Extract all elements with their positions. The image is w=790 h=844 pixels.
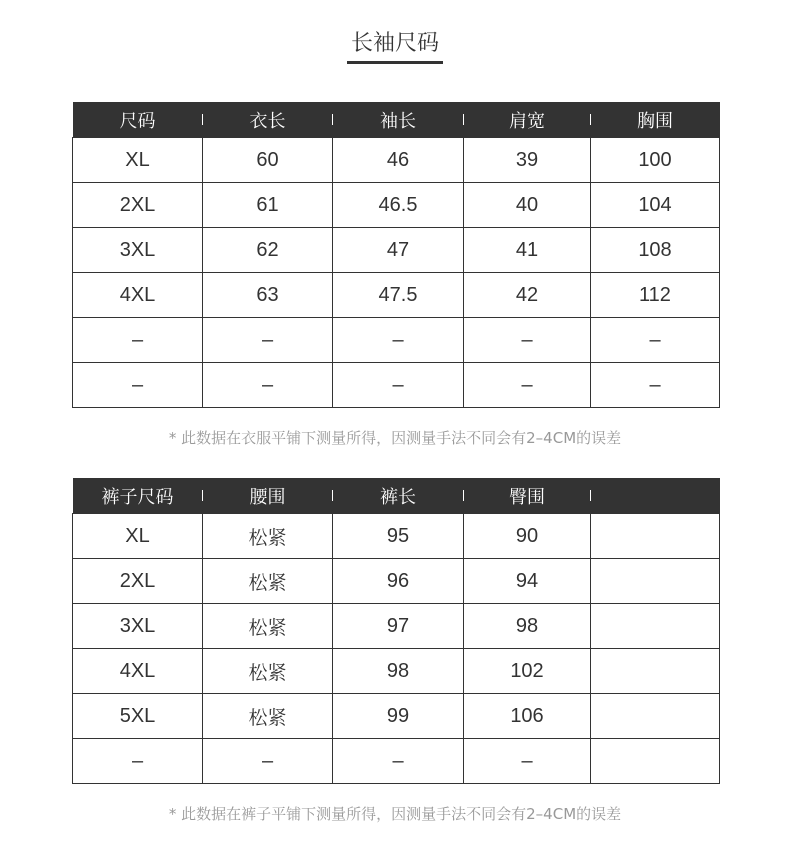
title-underline: [347, 61, 443, 64]
table-cell: 108: [591, 228, 720, 273]
table-cell: –: [73, 739, 203, 784]
page-title: 长袖尺码: [350, 31, 439, 56]
table-cell: –: [73, 318, 203, 363]
table-cell: 41: [464, 228, 591, 273]
table-row: [73, 183, 720, 228]
table-cell: [591, 739, 720, 784]
header-cell: 袖长: [333, 102, 464, 138]
table-cell: –: [333, 739, 464, 784]
table-row: [73, 514, 720, 559]
table-cell: 106: [464, 694, 591, 739]
table-row: [73, 363, 720, 408]
table-cell: 40: [464, 183, 591, 228]
table-row: [73, 559, 720, 604]
top-size-table: [72, 102, 720, 408]
table-row: [73, 649, 720, 694]
table-cell: 47.5: [333, 273, 464, 318]
table-cell: –: [333, 363, 464, 408]
table-cell: 松紧: [203, 694, 333, 739]
table-cell: XL: [73, 514, 203, 559]
table-cell: –: [333, 318, 464, 363]
table-cell: 62: [203, 228, 333, 273]
table-cell: 97: [333, 604, 464, 649]
table-cell: [591, 694, 720, 739]
table-header-row: [73, 478, 720, 514]
table-cell: –: [591, 318, 720, 363]
table-cell: 90: [464, 514, 591, 559]
table-cell: –: [73, 363, 203, 408]
table-cell: –: [203, 363, 333, 408]
table-cell: 4XL: [73, 273, 203, 318]
table-cell: 98: [464, 604, 591, 649]
table-row: [73, 318, 720, 363]
table-cell: 3XL: [73, 228, 203, 273]
table-cell: [591, 649, 720, 694]
table-row: [73, 694, 720, 739]
table-cell: 3XL: [73, 604, 203, 649]
table-cell: 104: [591, 183, 720, 228]
table-cell: 63: [203, 273, 333, 318]
table-cell: 94: [464, 559, 591, 604]
table-cell: 46.5: [333, 183, 464, 228]
table-cell: 60: [203, 138, 333, 183]
header-cell: 裤长: [333, 478, 464, 514]
table-cell: 42: [464, 273, 591, 318]
table-cell: –: [464, 318, 591, 363]
table-cell: –: [203, 739, 333, 784]
measurement-note: * 此数据在裤子平铺下测量所得，因测量手法不同会有2–4CM的误差: [168, 805, 622, 823]
pants-size-table: [72, 478, 720, 784]
table-cell: 99: [333, 694, 464, 739]
table-cell: 47: [333, 228, 464, 273]
table-row: [73, 273, 720, 318]
table-cell: 112: [591, 273, 720, 318]
table-cell: –: [591, 363, 720, 408]
header-cell: 胸围: [591, 102, 720, 138]
table-cell: 95: [333, 514, 464, 559]
table-cell: 39: [464, 138, 591, 183]
table-cell: 2XL: [73, 559, 203, 604]
table-cell: 松紧: [203, 604, 333, 649]
table-cell: 98: [333, 649, 464, 694]
measurement-note: * 此数据在衣服平铺下测量所得，因测量手法不同会有2–4CM的误差: [168, 429, 622, 447]
table-cell: 松紧: [203, 559, 333, 604]
table-cell: 102: [464, 649, 591, 694]
table-cell: –: [464, 739, 591, 784]
table-cell: 5XL: [73, 694, 203, 739]
table-cell: 4XL: [73, 649, 203, 694]
table-cell: –: [464, 363, 591, 408]
table-cell: 松紧: [203, 649, 333, 694]
table-cell: 61: [203, 183, 333, 228]
header-cell: [591, 478, 720, 514]
table-cell: 100: [591, 138, 720, 183]
header-cell: 裤子尺码: [73, 478, 203, 514]
table-row: [73, 228, 720, 273]
header-cell: 肩宽: [464, 102, 591, 138]
table-cell: –: [203, 318, 333, 363]
table-cell: [591, 514, 720, 559]
table-row: [73, 604, 720, 649]
header-cell: 尺码: [73, 102, 203, 138]
table-cell: 松紧: [203, 514, 333, 559]
header-cell: 衣长: [203, 102, 333, 138]
table-cell: 2XL: [73, 183, 203, 228]
table-cell: 46: [333, 138, 464, 183]
header-cell: 腰围: [203, 478, 333, 514]
table-cell: [591, 559, 720, 604]
table-row: [73, 138, 720, 183]
table-header-row: [73, 102, 720, 138]
table-row: [73, 739, 720, 784]
table-cell: XL: [73, 138, 203, 183]
table-cell: 96: [333, 559, 464, 604]
header-cell: 臀围: [464, 478, 591, 514]
table-cell: [591, 604, 720, 649]
